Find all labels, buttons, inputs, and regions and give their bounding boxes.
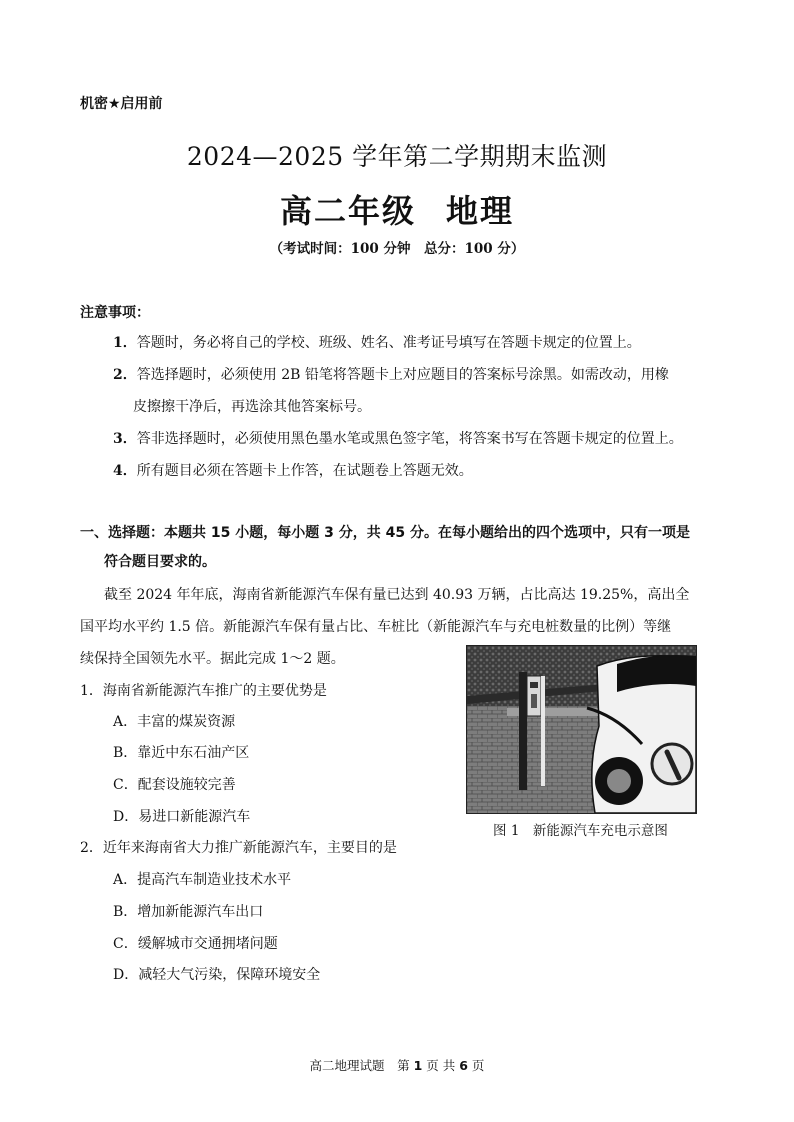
notice-item-text: 所有题目必须在答题卡上作答，在试题卷上答题无效。 — [136, 463, 473, 479]
notice-item-number: 2． — [113, 367, 137, 383]
subject-title — [0, 186, 794, 232]
notice-item-text: 答选择题时，必须使用 2B 铅笔将答题卡上对应题目的答案标号涂黑。如需改动，用橡 — [136, 367, 669, 383]
notice-item-text: 答非选择题时，必须使用黑色墨水笔或黑色签字笔，将答案书写在答题卡规定的位置上。 — [136, 431, 683, 447]
exam-title: 2024—2025 学年第二学期期末监测 — [186, 142, 608, 171]
passage-line-2: 国平均水平约 1.5 倍。新能源汽车保有量占比、车桩比（新能源汽车与充电桩数量的比例）等继 — [80, 619, 672, 635]
figure-caption: 图 1 新能源汽车充电示意图 — [493, 823, 668, 839]
notice-item-2-continued: 皮擦擦干净后，再选涂其他答案标号。 — [133, 399, 371, 415]
footer-page-number: 1 — [413, 1058, 423, 1073]
passage-line-1: 截至 2024 年年底，海南省新能源汽车保有量已达到 40.93 万辆，占比高达 19.25%，高出全 — [104, 587, 690, 603]
footer-title: 高二地理试题 — [309, 1058, 385, 1073]
question-2-option-a: A．提高汽车制造业技术水平 — [113, 872, 292, 888]
question-1-option-c: C．配套设施较完善 — [113, 777, 236, 793]
footer-page-mid: 页 共 — [426, 1058, 456, 1073]
notice-item-text: 答题时，务必将自己的学校、班级、姓名、准考证号填写在答题卡规定的位置上。 — [136, 335, 641, 351]
question-2-option-c: C．缓解城市交通拥堵问题 — [113, 936, 278, 952]
question-1-stem: 1．海南省新能源汽车推广的主要优势是 — [80, 683, 327, 699]
notice-item-number: 3． — [113, 431, 137, 447]
exam-info: （考试时间：100 分钟 总分：100 分） — [269, 241, 525, 257]
notice-item-2 — [113, 364, 669, 384]
page-footer — [0, 1056, 794, 1074]
section-heading-continued: 符合题目要求的。 — [104, 554, 216, 570]
charging-photo — [466, 645, 697, 814]
notice-heading: 注意事项： — [80, 305, 150, 321]
notice-item-number: 1． — [113, 335, 137, 351]
footer-page-prefix: 第 — [397, 1058, 410, 1073]
section-heading: 一、选择题：本题共 15 小题，每小题 3 分，共 45 分。在每小题给出的四个选项中，只有一项是 — [80, 525, 690, 541]
subject-label: 地理 — [446, 192, 515, 230]
question-2-stem: 2．近年来海南省大力推广新能源汽车，主要目的是 — [80, 840, 397, 856]
notice-item-number: 4． — [113, 463, 137, 479]
grade-label: 高二年级 — [279, 192, 416, 230]
notice-item-3 — [113, 428, 683, 448]
footer-page-total: 6 — [459, 1058, 468, 1073]
question-2-option-d: D．减轻大气污染，保障环境安全 — [113, 967, 321, 983]
question-2-option-b: B．增加新能源汽车出口 — [113, 904, 264, 920]
question-1-option-b: B．靠近中东石油产区 — [113, 745, 250, 761]
passage-line-3: 续保持全国领先水平。据此完成 1～2 题。 — [80, 651, 345, 667]
question-1-option-d: D．易进口新能源汽车 — [113, 809, 251, 825]
question-1-option-a: A．丰富的煤炭资源 — [113, 714, 236, 730]
confidential-label: 机密★启用前 — [80, 96, 163, 112]
footer-page-suffix: 页 — [471, 1058, 485, 1073]
notice-item-1 — [113, 332, 641, 352]
notice-item-4 — [113, 460, 473, 480]
